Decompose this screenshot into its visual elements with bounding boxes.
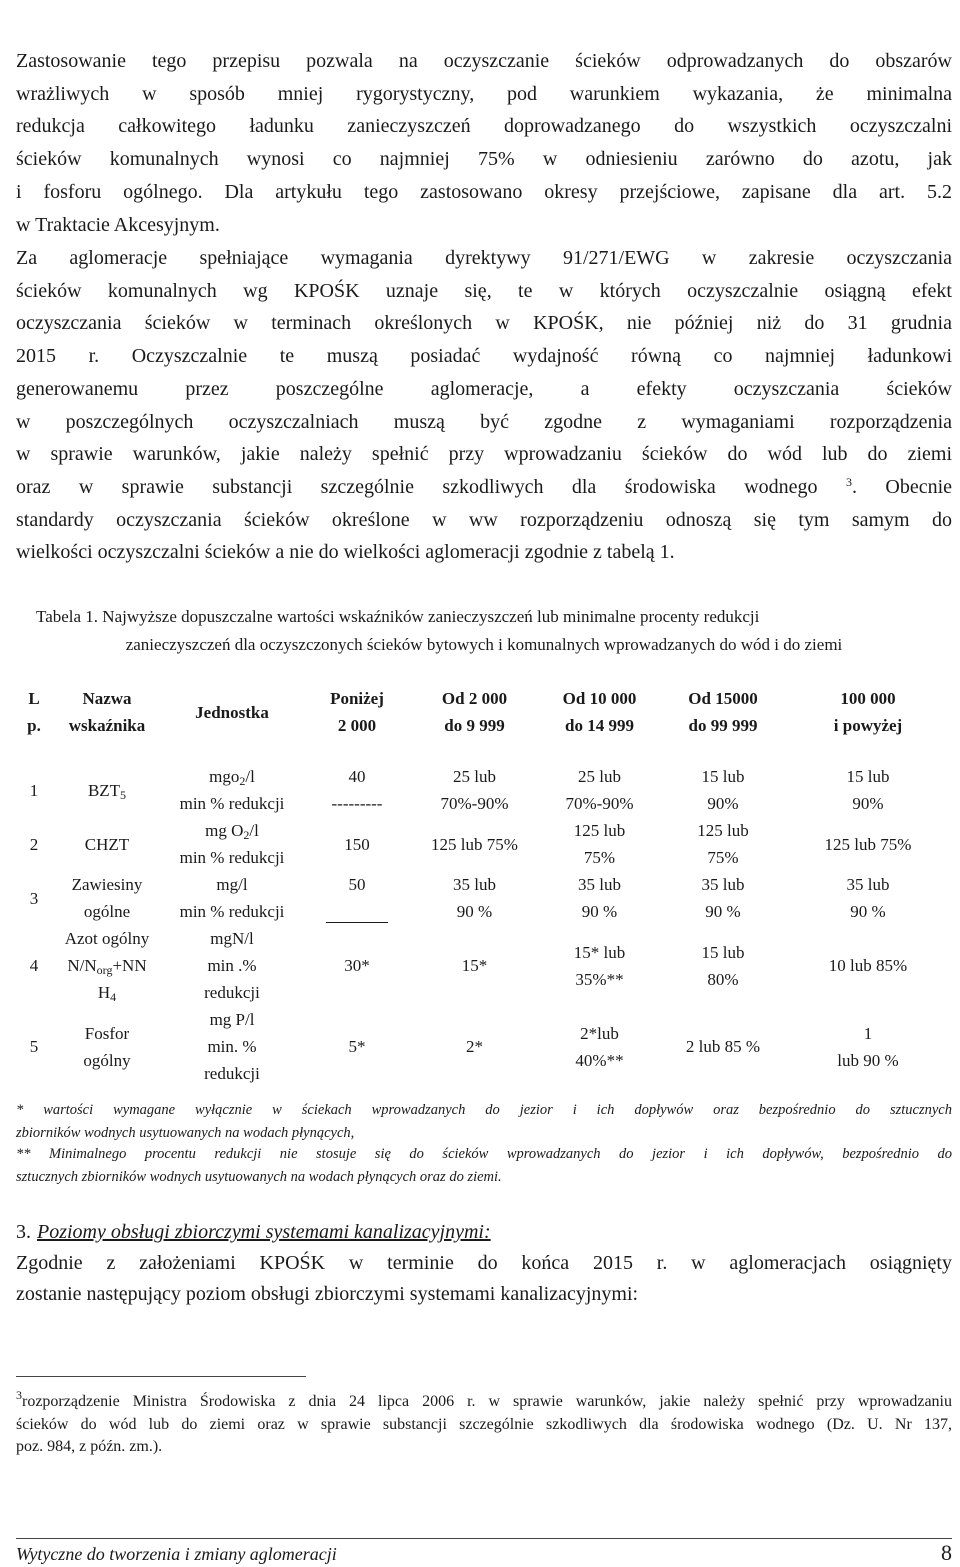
table-row — [16, 763, 952, 817]
unit-cell: mg/l min % redukcji — [179, 875, 285, 921]
value-cell: 15* — [461, 956, 488, 975]
value-cell: 50 — [302, 871, 412, 925]
note-line: * wartości wymagane wyłącznie w ściekach wprowadzanych do jezior i ich dopływów oraz bezpośrednio do sztucznych — [16, 1102, 952, 1118]
header-below-2000: Poniżej 2 000 — [330, 689, 384, 735]
text-line — [16, 471, 952, 504]
footnote-divider — [16, 1376, 306, 1377]
section-number: 3. — [16, 1221, 31, 1243]
footnote-line: $^3$rozporządzenie Ministra Środowiska z dnia 24 lipca 2006 r. w sprawie warunków, jakie należy spełnić przy wprowadzaniu — [16, 1388, 952, 1410]
value-cell: 125 lub 75% — [431, 834, 518, 854]
value-cell: 125 lub 75% — [824, 834, 912, 854]
limits-table — [16, 677, 952, 1087]
section-paragraph — [16, 1248, 952, 1310]
table-note-single-star — [16, 1099, 952, 1144]
caption-line: Tabela 1. Najwyższe dopuszczalne wartości wskaźników zanieczyszczeń lub minimalne procenty redukcji — [36, 607, 760, 626]
table-header-row — [16, 677, 952, 747]
indicator-name: Azot ogólny $N/N_{org}+NN$ $H_4$ — [64, 929, 150, 1004]
header-2000-9999: Od 2 000 do 9 999 — [441, 689, 508, 735]
note-line: sztucznych zbiorników wodnych usytuowanych na wodach płynących oraz do ziemi. — [16, 1168, 502, 1185]
text-line: 2015 r. Oczyszczalnie te muszą posiadać wydajność równą co najmniej ładunkowi — [16, 345, 952, 368]
footnote-reference[interactable]: 3 — [845, 474, 852, 489]
value-cell: 2 lub 85 % — [685, 1037, 761, 1056]
table-note-double-star — [16, 1143, 952, 1188]
header-indicator-name: Nazwa wskaźnika — [68, 689, 146, 735]
text-segment: oraz w sprawie substancji szczególnie szkodliwych dla środowiska wodnego — [16, 475, 818, 498]
text-line: w poszczególnych oczyszczalniach muszą być zgodne z wymaganiami rozporządzenia — [16, 410, 952, 433]
agglomeration-paragraph — [16, 242, 952, 569]
text-line: ścieków komunalnych wg KPOŚK uznaje się, te w których oczyszczalnie osiągną efekt — [16, 279, 952, 302]
note-line: ** Minimalnego procentu redukcji nie stosuje się do ścieków wprowadzanych do jezior i ich dopływów, bezpośrednio do — [16, 1146, 952, 1162]
header-unit: Jednostka — [195, 702, 269, 722]
text-line: w sprawie warunków, jakie należy spełnić przy wprowadzaniu ścieków do wód lub do ziemi — [16, 443, 952, 466]
value-cell: 35 lub 90 % — [578, 875, 621, 921]
footer-divider — [16, 1538, 952, 1539]
text-line: zostanie następujący poziom obsługi zbiorczymi systemami kanalizacyjnymi: — [16, 1283, 639, 1305]
footnote-marker: 3 — [16, 1388, 22, 1402]
note-line: zbiorników wodnych usytuowanych na wodach płynących, — [16, 1124, 355, 1141]
value-cell: 30* — [344, 956, 370, 975]
row-lp: 4 — [29, 956, 39, 975]
value-cell: 1 lub 90 % — [837, 1023, 899, 1070]
indicator-name: Zawiesiny ogólne — [71, 875, 143, 921]
unit-cell: mg P/l min. % redukcji — [204, 1010, 260, 1083]
value-cell: 2*lub 40%** — [575, 1023, 624, 1070]
value-cell: 125 lub 75% — [573, 821, 626, 867]
header-15000-99999: Od 15000 do 99 999 — [688, 689, 758, 735]
unit-cell: mgo$_2$/l min % redukcji — [179, 767, 285, 813]
text-line: Zgodnie z założeniami KPOŚK w terminie do końca 2015 r. w aglomeracjach osiągnięty — [16, 1252, 952, 1274]
text-line: wielkości oczyszczalni ścieków a nie do wielkości aglomeracji zgodnie z tabelą 1. — [16, 541, 675, 564]
table-row — [16, 871, 952, 925]
footnote — [16, 1388, 952, 1459]
text-line: wrażliwych w sposób mniej rygorystyczny, pod warunkiem wykazania, że minimalna — [16, 82, 952, 105]
page-number: 8 — [941, 1540, 952, 1565]
header-100000-plus: 100 000 i powyżej — [833, 689, 903, 735]
value-cell: 5* — [348, 1037, 366, 1056]
text-line: generowanemu przez poszczególne aglomeracje, a efekty oczyszczania ścieków — [16, 377, 952, 400]
text-line: oczyszczania ścieków w terminach określonych w KPOŚK, nie później niż do 31 grudnia — [16, 312, 952, 335]
header-lp: L p. — [27, 689, 41, 735]
table-row — [16, 1006, 952, 1087]
value-cell: 15* lub 35%** — [573, 942, 626, 989]
value-cell: 25 lub 70%-90% — [440, 767, 509, 813]
text-line: redukcja całkowitego ładunku zanieczyszczeń doprowadzanego do wszystkich oczyszczalni — [16, 115, 952, 138]
header-10000-14999: Od 10 000 do 14 999 — [562, 689, 637, 735]
text-line: Zastosowanie tego przepisu pozwala na oczyszczanie ścieków odprowadzanych do obszarów — [16, 50, 952, 72]
indicator-name: CHZT — [84, 834, 130, 854]
footnote-line: poz. 984, z późn. zm.). — [16, 1438, 163, 1455]
section-heading — [16, 1217, 952, 1248]
text-segment: . Obecnie — [851, 475, 953, 498]
text-line: w Traktacie Akcesyjnym. — [16, 213, 220, 236]
value-cell: 35 lub 90 % — [846, 875, 890, 921]
unit-cell: mg $O_2/l$ min % redukcji — [179, 821, 285, 867]
indicator-name: Fosfor ogólny — [83, 1023, 131, 1070]
row-lp: 5 — [29, 1037, 39, 1056]
value-cell: 15 lub 80% — [701, 942, 745, 989]
value-cell: 15 lub 90% — [701, 767, 745, 813]
row-lp: 3 — [29, 888, 39, 908]
value-cell: 150 — [344, 834, 370, 854]
indicator-name: $BZT_5$ — [87, 780, 127, 802]
row-lp: 1 — [29, 780, 39, 800]
row-lp: 2 — [29, 834, 39, 854]
text-line: i fosforu ogólnego. Dla artykułu tego zastosowano okresy przejściowe, zapisane dla art. 5.2 — [16, 180, 952, 203]
text-line: Za aglomeracje spełniające wymagania dyrektywy 91/271/EWG w zakresie oczyszczania — [16, 247, 952, 269]
table-row — [16, 925, 952, 1006]
section-title: Poziomy obsługi zbiorczymi systemami kanalizacyjnymi: — [37, 1221, 491, 1243]
value-cell: 25 lub 70%-90% — [565, 767, 634, 813]
text-line: standardy oczyszczania ścieków określone w ww rozporządzeniu odnoszą się tym samym do — [16, 508, 952, 531]
value-cell: 40 --------- — [331, 767, 383, 813]
footnote-line: ścieków do wód lub do ziemi oraz w sprawie substancji szczególnie szkodliwych dla środowiska wodnego (Dz. U. Nr 137, — [16, 1415, 952, 1433]
value-cell: 2* — [466, 1037, 483, 1056]
unit-cell: mgN/l min .% redukcji — [204, 929, 260, 1002]
intro-paragraph — [16, 45, 952, 241]
text-line: ścieków komunalnych wynosi co najmniej 75% w odniesieniu zarówno do azotu, jak — [16, 148, 952, 171]
caption-line: zanieczyszczeń dla oczyszczonych ścieków bytowych i komunalnych wprowadzanych do wód i do ziemi — [125, 635, 843, 654]
value-cell: 35 lub 90 % — [701, 875, 745, 921]
value-cell: 15 lub 90% — [846, 767, 890, 813]
table-row — [16, 817, 952, 871]
table-spacer — [16, 747, 952, 763]
blank-line — [326, 898, 388, 923]
value-cell: 35 lub 90 % — [453, 875, 496, 921]
footer-title: Wytyczne do tworzenia i zmiany aglomeracji — [16, 1544, 337, 1564]
value-cell: 10 lub 85% — [828, 956, 908, 975]
table-caption — [16, 603, 952, 659]
value-cell: 125 lub 75% — [697, 821, 749, 867]
